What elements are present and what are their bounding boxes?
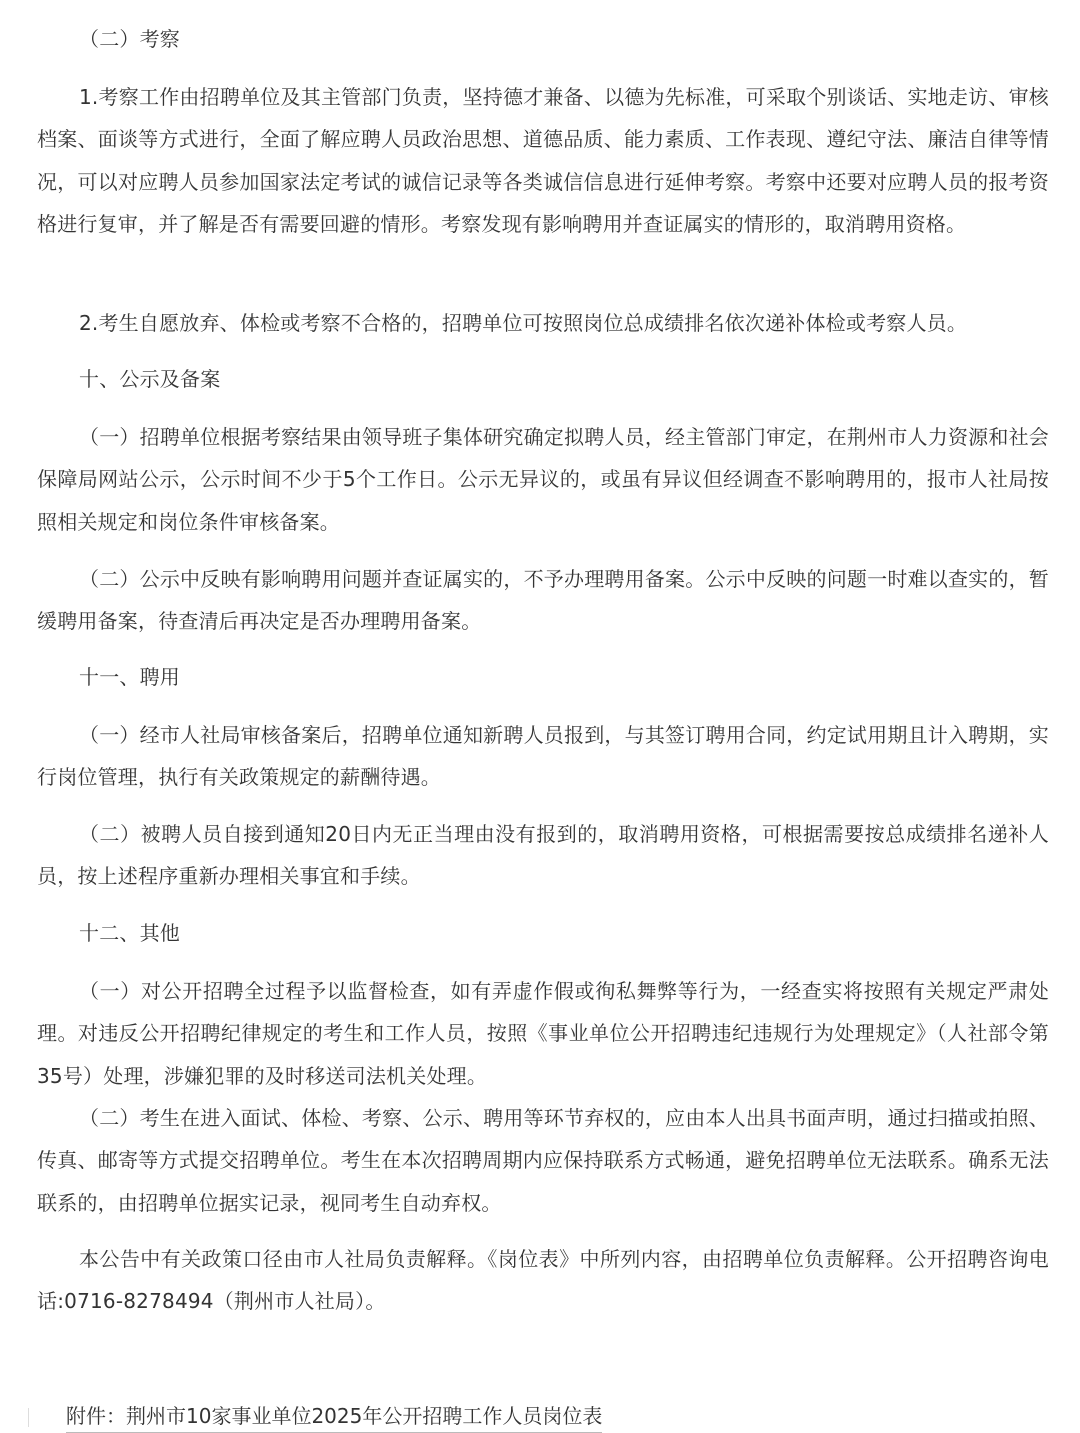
paragraph-other-1: （一）对公开招聘全过程予以监督检查，如有弄虚作假或徇私舞弊等行为，一经查实将按照有关规定严肃处理。对违反公开招聘纪律规定的考生和工作人员，按照《事业单位公开招聘违纪违规行为处理规定》（人社部令第35号）处理，涉嫌犯罪的及时移送司法机关处理。	[37, 979, 1049, 1088]
paragraph-publicity-2: （二）公示中反映有影响聘用问题并查证属实的，不予办理聘用备案。公示中反映的问题一时难以查实的，暂缓聘用备案，待查清后再决定是否办理聘用备案。	[37, 567, 1049, 634]
heading-inspection: （二）考察	[79, 27, 180, 51]
heading-publicity: 十、公示及备案	[79, 367, 221, 391]
paragraph-other-2: （二）考生在进入面试、体检、考察、公示、聘用等环节弃权的，应由本人出具书面声明，通过扫描或拍照、传真、邮寄等方式提交招聘单位。考生在本次招聘周期内应保持联系方式畅通，避免招聘单位无法联系。确系无法联系的，由招聘单位据实记录，视同考生自动弃权。	[37, 1106, 1049, 1215]
paragraph-inspection-1: 1.考察工作由招聘单位及其主管部门负责，坚持德才兼备、以德为先标准，可采取个别谈话、实地走访、审核档案、面谈等方式进行，全面了解应聘人员政治思想、道德品质、能力素质、工作表现、遵纪守法、廉洁自律等情况，可以对应聘人员参加国家法定考试的诚信记录等各类诚信信息进行延伸考察。考察中还要对应聘人员的报考资格进行复审，并了解是否有需要回避的情形。考察发现有影响聘用并查证属实的情形的，取消聘用资格。	[37, 85, 1049, 236]
heading-other: 十二、其他	[79, 921, 180, 945]
paragraph-employment-2: （二）被聘人员自接到通知20日内无正当理由没有报到的，取消聘用资格，可根据需要按总成绩排名递补人员，按上述程序重新办理相关事宜和手续。	[37, 822, 1049, 889]
divider	[28, 1408, 29, 1427]
heading-employment: 十一、聘用	[79, 665, 180, 689]
paragraph-inspection-2: 2.考生自愿放弃、体检或考察不合格的，招聘单位可按照岗位总成绩排名依次递补体检或考察人员。	[79, 311, 968, 335]
paragraph-contact: 本公告中有关政策口径由市人社局负责解释。《岗位表》中所列内容，由招聘单位负责解释。公开招聘咨询电话:0716-8278494（荆州市人社局）。	[37, 1247, 1049, 1314]
paragraph-employment-1: （一）经市人社局审核备案后，招聘单位通知新聘人员报到，与其签订聘用合同，约定试用期且计入聘期，实行岗位管理，执行有关政策规定的薪酬待遇。	[37, 723, 1049, 790]
paragraph-publicity-1: （一）招聘单位根据考察结果由领导班子集体研究确定拟聘人员，经主管部门审定，在荆州市人力资源和社会保障局网站公示，公示时间不少于5个工作日。公示无异议的，或虽有异议但经调查不影响聘用的，报市人社局按照相关规定和岗位条件审核备案。	[37, 425, 1049, 534]
attachment-link[interactable]: 附件：荆州市10家事业单位2025年公开招聘工作人员岗位表	[66, 1400, 602, 1433]
